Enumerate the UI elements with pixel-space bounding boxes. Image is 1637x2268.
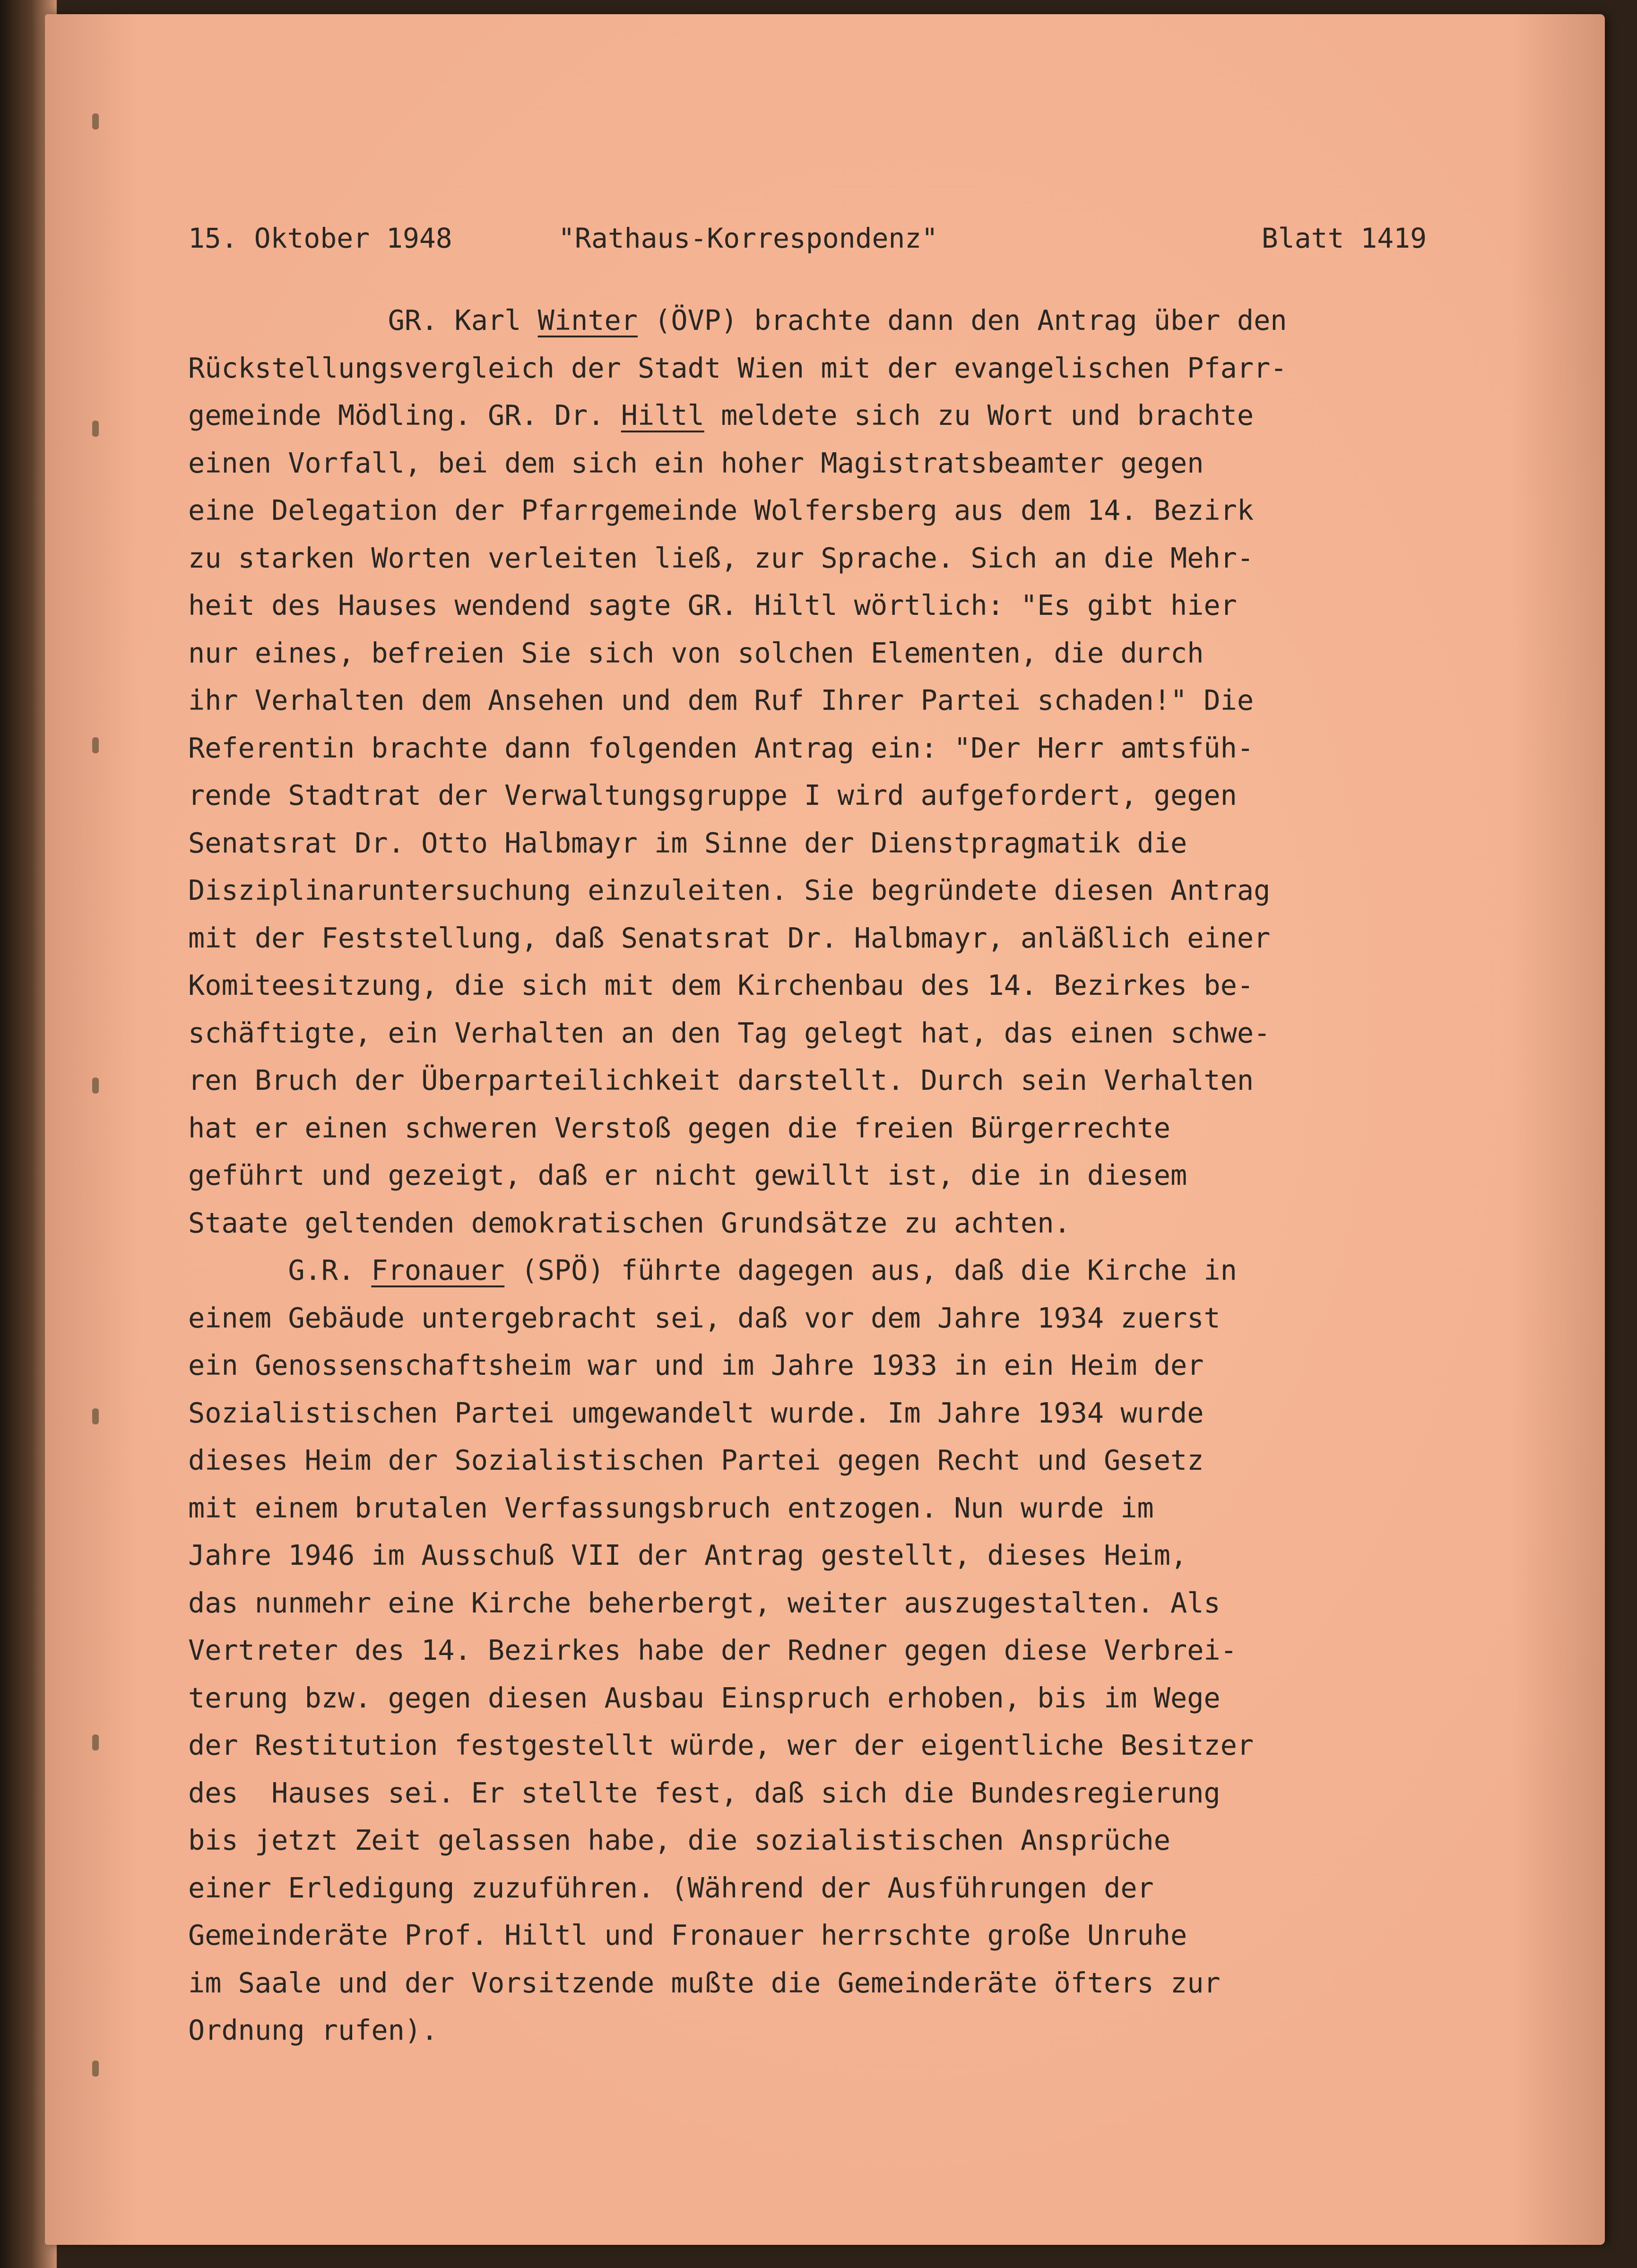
text-line: Komiteesitzung, die sich mit dem Kirchenbau des 14. Bezirkes be-: [188, 969, 1254, 1001]
text-line: eine Delegation der Pfarrgemeinde Wolfersberg aus dem 14. Bezirk: [188, 494, 1254, 526]
text-line: zu starken Worten verleiten ließ, zur Sprache. Sich an die Mehr-: [188, 542, 1254, 574]
header-sheet-number: Blatt 1419: [1261, 222, 1427, 254]
binding-stitch: [92, 737, 99, 753]
document-body: [188, 297, 1488, 2054]
text-line: Vertreter des 14. Bezirkes habe der Redner gegen diese Verbrei-: [188, 1634, 1237, 1666]
text-line: rende Stadtrat der Verwaltungsgruppe I wird aufgefordert, gegen: [188, 779, 1237, 811]
text-line: Gemeinderäte Prof. Hiltl und Fronauer herrschte große Unruhe: [188, 1919, 1187, 1951]
text-line: Ordnung rufen).: [188, 2014, 438, 2046]
text-line: ihr Verhalten dem Ansehen und dem Ruf Ihrer Partei schaden!" Die: [188, 684, 1254, 716]
underlined-name: Hiltl: [621, 399, 704, 431]
text-line: heit des Hauses wendend sagte GR. Hiltl wörtlich: "Es gibt hier: [188, 589, 1237, 621]
text-line: terung bzw. gegen diesen Ausbau Einspruch erhoben, bis im Wege: [188, 1682, 1221, 1714]
binding-stitch: [92, 421, 99, 437]
text-line: Disziplinaruntersuchung einzuleiten. Sie begründete diesen Antrag: [188, 874, 1271, 906]
text-line: ein Genossenschaftsheim war und im Jahre 1933 in ein Heim der: [188, 1349, 1204, 1381]
underlined-name: Winter: [537, 304, 638, 336]
text-line: einer Erledigung zuzuführen. (Während der Ausführungen der: [188, 1871, 1154, 1904]
text-line: Sozialistischen Partei umgewandelt wurde. Im Jahre 1934 wurde: [188, 1397, 1204, 1429]
text-line: dieses Heim der Sozialistischen Partei gegen Recht und Gesetz: [188, 1444, 1204, 1476]
text-line: einem Gebäude untergebracht sei, daß vor dem Jahre 1934 zuerst: [188, 1302, 1221, 1334]
binding-stitch: [92, 1078, 99, 1094]
text-line: bis jetzt Zeit gelassen habe, die sozialistischen Ansprüche: [188, 1824, 1170, 1856]
text-line: Jahre 1946 im Ausschuß VII der Antrag gestellt, dieses Heim,: [188, 1539, 1187, 1571]
text-line: im Saale und der Vorsitzende mußte die Gemeinderäte öfters zur: [188, 1966, 1221, 1999]
page-header: [188, 222, 1427, 269]
text-line: mit der Feststellung, daß Senatsrat Dr. Halbmayr, anläßlich einer: [188, 922, 1271, 954]
text-line: G.R. Fronauer (SPÖ) führte dagegen aus, daß die Kirche in: [188, 1254, 1237, 1286]
text-line: nur eines, befreien Sie sich von solchen Elementen, die durch: [188, 637, 1204, 669]
text-line: GR. Karl Winter (ÖVP) brachte dann den Antrag über den: [188, 304, 1287, 336]
text-line: der Restitution festgestellt würde, wer der eigentliche Besitzer: [188, 1729, 1254, 1761]
binding-stitch: [92, 113, 99, 129]
header-date: 15. Oktober 1948: [188, 222, 452, 254]
binding-stitch: [92, 2061, 99, 2077]
text-line: ren Bruch der Überparteilichkeit darstellt. Durch sein Verhalten: [188, 1064, 1254, 1096]
text-line: Referentin brachte dann folgenden Antrag ein: "Der Herr amtsfüh-: [188, 732, 1254, 764]
text-line: hat er einen schweren Verstoß gegen die freien Bürgerrechte: [188, 1112, 1170, 1144]
text-line: Rückstellungsvergleich der Stadt Wien mit der evangelischen Pfarr-: [188, 352, 1287, 384]
text-line: Senatsrat Dr. Otto Halbmayr im Sinne der Dienstpragmatik die: [188, 827, 1187, 859]
text-line: des Hauses sei. Er stellte fest, daß sich die Bundesregierung: [188, 1776, 1221, 1809]
text-line: geführt und gezeigt, daß er nicht gewillt ist, die in diesem: [188, 1159, 1187, 1191]
text-line: gemeinde Mödling. GR. Dr. Hiltl meldete sich zu Wort und brachte: [188, 399, 1254, 431]
text-line: mit einem brutalen Verfassungsbruch entzogen. Nun wurde im: [188, 1492, 1154, 1524]
header-title: "Rathaus-Korrespondenz": [558, 222, 938, 254]
text-line: schäftigte, ein Verhalten an den Tag gelegt hat, das einen schwe-: [188, 1017, 1271, 1049]
text-line: Staate geltenden demokratischen Grundsätze zu achten.: [188, 1207, 1071, 1239]
text-line: das nunmehr eine Kirche beherbergt, weiter auszugestalten. Als: [188, 1587, 1221, 1619]
binding-stitch: [92, 1734, 99, 1751]
underlined-name: Fronauer: [371, 1254, 505, 1286]
text-line: einen Vorfall, bei dem sich ein hoher Magistratsbeamter gegen: [188, 447, 1204, 479]
binding-stitch: [92, 1408, 99, 1424]
